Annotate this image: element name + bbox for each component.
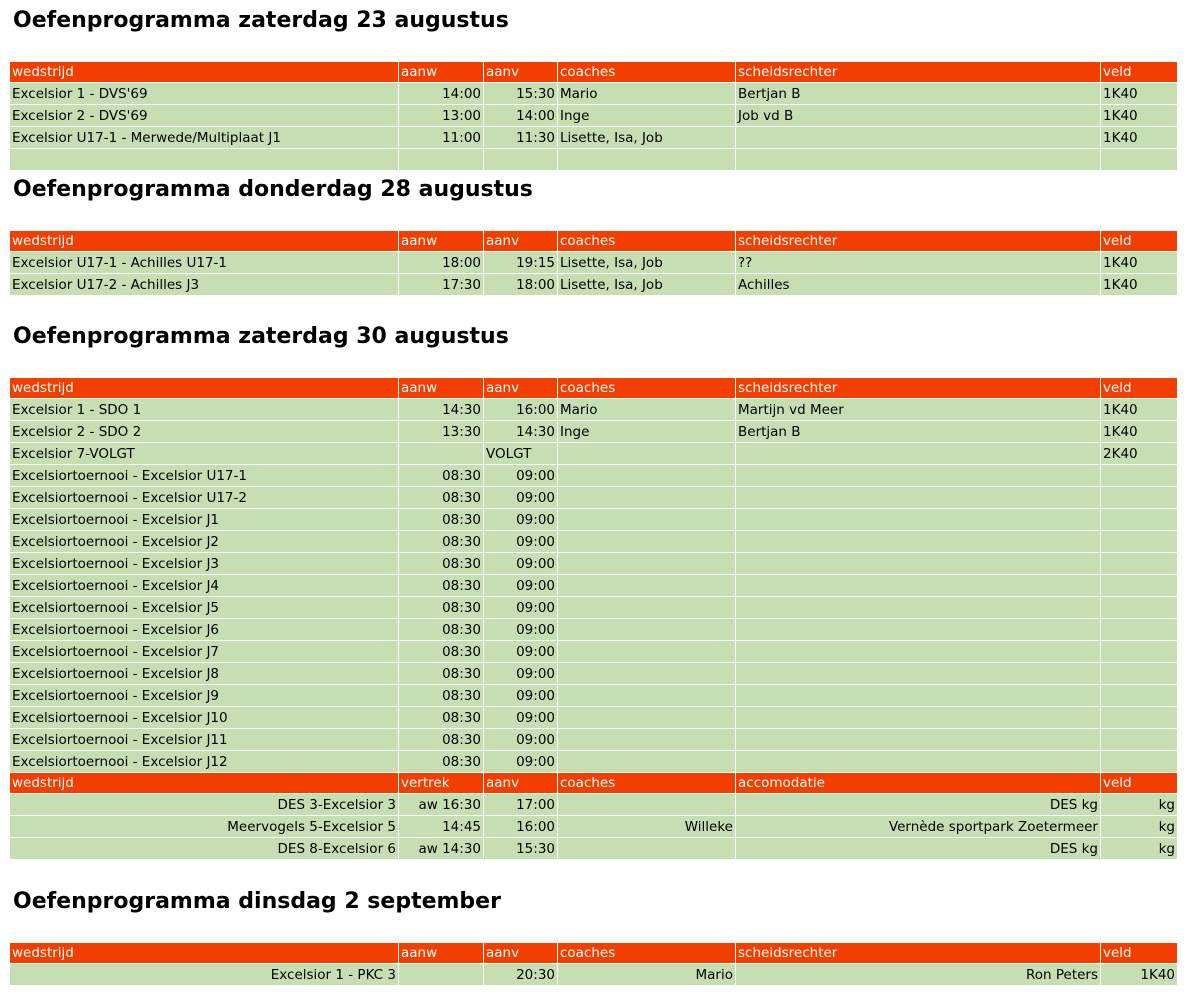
referee-cell xyxy=(736,729,1101,751)
match-cell: Excelsior 1 - DVS'69 xyxy=(10,83,399,105)
header-cell: scheidsrechter xyxy=(736,378,1101,399)
header-cell: aanv xyxy=(484,231,558,252)
referee-cell xyxy=(736,487,1101,509)
referee-cell xyxy=(736,443,1101,465)
header-cell: scheidsrechter xyxy=(736,62,1101,83)
table-row xyxy=(10,729,1178,751)
venue-cell: Vernède sportpark Zoetermeer xyxy=(736,816,1101,838)
header-cell: accomodatie xyxy=(736,773,1101,794)
start-cell: 16:00 xyxy=(484,399,558,421)
field-cell xyxy=(1101,663,1178,685)
start-cell: 14:30 xyxy=(484,421,558,443)
header-cell: aanw xyxy=(399,943,484,964)
header-cell: veld xyxy=(1101,62,1178,83)
arrival-cell: 08:30 xyxy=(399,575,484,597)
field-cell xyxy=(1101,707,1178,729)
arrival-cell: 08:30 xyxy=(399,465,484,487)
section-title: Oefenprogramma donderdag 28 augustus xyxy=(13,177,533,202)
header-cell: aanv xyxy=(484,378,558,399)
start-cell: 09:00 xyxy=(484,575,558,597)
referee-cell: Ron Peters xyxy=(736,964,1101,986)
match-cell: Excelsiortoernooi - Excelsior J3 xyxy=(10,553,399,575)
field-cell: kg xyxy=(1101,838,1178,860)
start-cell: 09:00 xyxy=(484,597,558,619)
table-header xyxy=(10,231,1178,252)
match-cell: Meervogels 5-Excelsior 5 xyxy=(10,816,399,838)
schedule-table xyxy=(9,377,1178,860)
referee-cell xyxy=(736,685,1101,707)
start-cell: 09:00 xyxy=(484,553,558,575)
referee-cell xyxy=(736,641,1101,663)
referee-cell: Job vd B xyxy=(736,105,1101,127)
arrival-cell: 08:30 xyxy=(399,641,484,663)
referee-cell: Martijn vd Meer xyxy=(736,399,1101,421)
field-cell xyxy=(1101,465,1178,487)
referee-cell xyxy=(736,751,1101,773)
referee-cell xyxy=(736,707,1101,729)
coaches-cell xyxy=(558,531,736,553)
header-cell: veld xyxy=(1101,943,1178,964)
start-cell: 09:00 xyxy=(484,685,558,707)
coaches-cell xyxy=(558,149,736,171)
header-cell: coaches xyxy=(558,231,736,252)
coaches-cell xyxy=(558,487,736,509)
referee-cell xyxy=(736,619,1101,641)
coaches-cell xyxy=(558,465,736,487)
header-cell: veld xyxy=(1101,773,1178,794)
match-cell: Excelsiortoernooi - Excelsior J7 xyxy=(10,641,399,663)
arrival-cell: 11:00 xyxy=(399,127,484,149)
arrival-cell: 08:30 xyxy=(399,553,484,575)
start-cell: 20:30 xyxy=(484,964,558,986)
table-row xyxy=(10,816,1178,838)
table-row xyxy=(10,641,1178,663)
match-cell: Excelsior 7-VOLGT xyxy=(10,443,399,465)
field-cell: 1K40 xyxy=(1101,964,1178,986)
arrival-cell xyxy=(399,443,484,465)
section-title: Oefenprogramma dinsdag 2 september xyxy=(13,889,501,914)
header-cell: vertrek xyxy=(399,773,484,794)
arrival-cell: 08:30 xyxy=(399,597,484,619)
start-cell: 15:30 xyxy=(484,838,558,860)
start-cell: 14:00 xyxy=(484,105,558,127)
field-cell xyxy=(1101,531,1178,553)
match-cell: Excelsiortoernooi - Excelsior J11 xyxy=(10,729,399,751)
venue-cell: DES kg xyxy=(736,794,1101,816)
field-cell: kg xyxy=(1101,794,1178,816)
header-cell: aanw xyxy=(399,378,484,399)
arrival-cell: 13:00 xyxy=(399,105,484,127)
referee-cell xyxy=(736,127,1101,149)
table-row xyxy=(10,553,1178,575)
referee-cell xyxy=(736,663,1101,685)
coaches-cell xyxy=(558,443,736,465)
schedule-table xyxy=(9,942,1178,986)
header-cell: wedstrijd xyxy=(10,773,399,794)
match-cell: Excelsior U17-1 - Merwede/Multiplaat J1 xyxy=(10,127,399,149)
table-row xyxy=(10,707,1178,729)
coaches-cell: Mario xyxy=(558,399,736,421)
header-cell: coaches xyxy=(558,378,736,399)
table-row xyxy=(10,149,1178,171)
field-cell xyxy=(1101,751,1178,773)
table-row xyxy=(10,465,1178,487)
field-cell xyxy=(1101,641,1178,663)
table-row xyxy=(10,751,1178,773)
arrival-cell: 14:00 xyxy=(399,83,484,105)
table-row xyxy=(10,685,1178,707)
header-cell: scheidsrechter xyxy=(736,943,1101,964)
table-header xyxy=(10,62,1178,83)
referee-cell xyxy=(736,149,1101,171)
start-cell: 09:00 xyxy=(484,531,558,553)
field-cell xyxy=(1101,149,1178,171)
header-cell: wedstrijd xyxy=(10,231,399,252)
match-cell: Excelsiortoernooi - Excelsior J12 xyxy=(10,751,399,773)
field-cell xyxy=(1101,553,1178,575)
field-cell: 1K40 xyxy=(1101,105,1178,127)
coaches-cell xyxy=(558,641,736,663)
start-cell: 09:00 xyxy=(484,641,558,663)
coaches-cell xyxy=(558,663,736,685)
coaches-cell xyxy=(558,553,736,575)
table-header xyxy=(10,378,1178,399)
start-cell: 09:00 xyxy=(484,619,558,641)
header-cell: aanv xyxy=(484,62,558,83)
start-cell: 18:00 xyxy=(484,274,558,296)
arrival-cell: 08:30 xyxy=(399,729,484,751)
start-cell: 09:00 xyxy=(484,729,558,751)
header-cell: coaches xyxy=(558,773,736,794)
coaches-cell xyxy=(558,729,736,751)
table-row xyxy=(10,663,1178,685)
arrival-cell xyxy=(399,149,484,171)
match-cell: Excelsiortoernooi - Excelsior U17-1 xyxy=(10,465,399,487)
start-cell: 09:00 xyxy=(484,663,558,685)
start-cell: VOLGT xyxy=(484,443,558,465)
start-cell: 09:00 xyxy=(484,487,558,509)
table-row xyxy=(10,964,1178,986)
match-cell: Excelsior 1 - SDO 1 xyxy=(10,399,399,421)
table-row xyxy=(10,105,1178,127)
match-cell: DES 8-Excelsior 6 xyxy=(10,838,399,860)
field-cell: 1K40 xyxy=(1101,399,1178,421)
table-row xyxy=(10,509,1178,531)
coaches-cell xyxy=(558,685,736,707)
match-cell: Excelsiortoernooi - Excelsior J6 xyxy=(10,619,399,641)
arrival-cell: 18:00 xyxy=(399,252,484,274)
arrival-cell: 14:30 xyxy=(399,399,484,421)
field-cell xyxy=(1101,509,1178,531)
match-cell: Excelsior 2 - SDO 2 xyxy=(10,421,399,443)
match-cell: Excelsiortoernooi - Excelsior J9 xyxy=(10,685,399,707)
departure-cell: 14:45 xyxy=(399,816,484,838)
field-cell xyxy=(1101,729,1178,751)
coaches-cell xyxy=(558,575,736,597)
table-header xyxy=(10,943,1178,964)
referee-cell: Bertjan B xyxy=(736,83,1101,105)
match-cell: DES 3-Excelsior 3 xyxy=(10,794,399,816)
departure-cell: aw 14:30 xyxy=(399,838,484,860)
coaches-cell: Mario xyxy=(558,83,736,105)
match-cell: Excelsiortoernooi - Excelsior J8 xyxy=(10,663,399,685)
coaches-cell: Inge xyxy=(558,421,736,443)
coaches-cell: Willeke xyxy=(558,816,736,838)
field-cell xyxy=(1101,619,1178,641)
field-cell xyxy=(1101,685,1178,707)
start-cell xyxy=(484,149,558,171)
table-row xyxy=(10,421,1178,443)
header-cell: wedstrijd xyxy=(10,378,399,399)
header-cell: veld xyxy=(1101,378,1178,399)
schedule-table xyxy=(9,230,1178,296)
table-row xyxy=(10,127,1178,149)
arrival-cell: 08:30 xyxy=(399,751,484,773)
arrival-cell: 13:30 xyxy=(399,421,484,443)
field-cell: 1K40 xyxy=(1101,83,1178,105)
coaches-cell: Mario xyxy=(558,964,736,986)
referee-cell xyxy=(736,531,1101,553)
start-cell: 16:00 xyxy=(484,816,558,838)
field-cell: 1K40 xyxy=(1101,421,1178,443)
field-cell: 1K40 xyxy=(1101,127,1178,149)
table-header xyxy=(10,773,1178,794)
arrival-cell: 08:30 xyxy=(399,487,484,509)
arrival-cell: 08:30 xyxy=(399,531,484,553)
coaches-cell: Lisette, Isa, Job xyxy=(558,127,736,149)
departure-cell: aw 16:30 xyxy=(399,794,484,816)
header-cell: scheidsrechter xyxy=(736,231,1101,252)
coaches-cell xyxy=(558,509,736,531)
header-cell: veld xyxy=(1101,231,1178,252)
coaches-cell xyxy=(558,794,736,816)
match-cell: Excelsiortoernooi - Excelsior U17-2 xyxy=(10,487,399,509)
field-cell: kg xyxy=(1101,816,1178,838)
match-cell: Excelsior U17-2 - Achilles J3 xyxy=(10,274,399,296)
table-row xyxy=(10,399,1178,421)
table-row xyxy=(10,619,1178,641)
arrival-cell: 08:30 xyxy=(399,509,484,531)
header-cell: coaches xyxy=(558,943,736,964)
referee-cell: Achilles xyxy=(736,274,1101,296)
venue-cell: DES kg xyxy=(736,838,1101,860)
coaches-cell xyxy=(558,751,736,773)
header-cell: wedstrijd xyxy=(10,943,399,964)
field-cell: 1K40 xyxy=(1101,274,1178,296)
referee-cell xyxy=(736,597,1101,619)
arrival-cell: 17:30 xyxy=(399,274,484,296)
start-cell: 15:30 xyxy=(484,83,558,105)
header-cell: wedstrijd xyxy=(10,62,399,83)
schedule-table xyxy=(9,61,1178,171)
start-cell: 09:00 xyxy=(484,509,558,531)
match-cell: Excelsiortoernooi - Excelsior J4 xyxy=(10,575,399,597)
section-title: Oefenprogramma zaterdag 30 augustus xyxy=(13,324,509,349)
table-row xyxy=(10,838,1178,860)
coaches-cell xyxy=(558,838,736,860)
match-cell xyxy=(10,149,399,171)
start-cell: 17:00 xyxy=(484,794,558,816)
field-cell: 1K40 xyxy=(1101,252,1178,274)
start-cell: 09:00 xyxy=(484,751,558,773)
field-cell xyxy=(1101,597,1178,619)
start-cell: 09:00 xyxy=(484,707,558,729)
table-row xyxy=(10,443,1178,465)
arrival-cell xyxy=(399,964,484,986)
match-cell: Excelsiortoernooi - Excelsior J2 xyxy=(10,531,399,553)
referee-cell: Bertjan B xyxy=(736,421,1101,443)
table-row xyxy=(10,487,1178,509)
arrival-cell: 08:30 xyxy=(399,663,484,685)
header-cell: aanv xyxy=(484,943,558,964)
table-row xyxy=(10,794,1178,816)
coaches-cell xyxy=(558,707,736,729)
coaches-cell xyxy=(558,597,736,619)
header-cell: coaches xyxy=(558,62,736,83)
arrival-cell: 08:30 xyxy=(399,619,484,641)
referee-cell xyxy=(736,465,1101,487)
table-row xyxy=(10,597,1178,619)
referee-cell: ?? xyxy=(736,252,1101,274)
field-cell: 2K40 xyxy=(1101,443,1178,465)
arrival-cell: 08:30 xyxy=(399,707,484,729)
start-cell: 19:15 xyxy=(484,252,558,274)
match-cell: Excelsior U17-1 - Achilles U17-1 xyxy=(10,252,399,274)
coaches-cell xyxy=(558,619,736,641)
match-cell: Excelsior 2 - DVS'69 xyxy=(10,105,399,127)
coaches-cell: Inge xyxy=(558,105,736,127)
referee-cell xyxy=(736,553,1101,575)
header-cell: aanw xyxy=(399,231,484,252)
table-row xyxy=(10,274,1178,296)
start-cell: 11:30 xyxy=(484,127,558,149)
match-cell: Excelsior 1 - PKC 3 xyxy=(10,964,399,986)
coaches-cell: Lisette, Isa, Job xyxy=(558,274,736,296)
referee-cell xyxy=(736,509,1101,531)
table-row xyxy=(10,252,1178,274)
header-cell: aanv xyxy=(484,773,558,794)
start-cell: 09:00 xyxy=(484,465,558,487)
match-cell: Excelsiortoernooi - Excelsior J10 xyxy=(10,707,399,729)
table-row xyxy=(10,575,1178,597)
header-cell: aanw xyxy=(399,62,484,83)
table-row xyxy=(10,531,1178,553)
coaches-cell: Lisette, Isa, Job xyxy=(558,252,736,274)
referee-cell xyxy=(736,575,1101,597)
table-row xyxy=(10,83,1178,105)
section-title: Oefenprogramma zaterdag 23 augustus xyxy=(13,8,509,33)
match-cell: Excelsiortoernooi - Excelsior J5 xyxy=(10,597,399,619)
field-cell xyxy=(1101,487,1178,509)
match-cell: Excelsiortoernooi - Excelsior J1 xyxy=(10,509,399,531)
arrival-cell: 08:30 xyxy=(399,685,484,707)
field-cell xyxy=(1101,575,1178,597)
